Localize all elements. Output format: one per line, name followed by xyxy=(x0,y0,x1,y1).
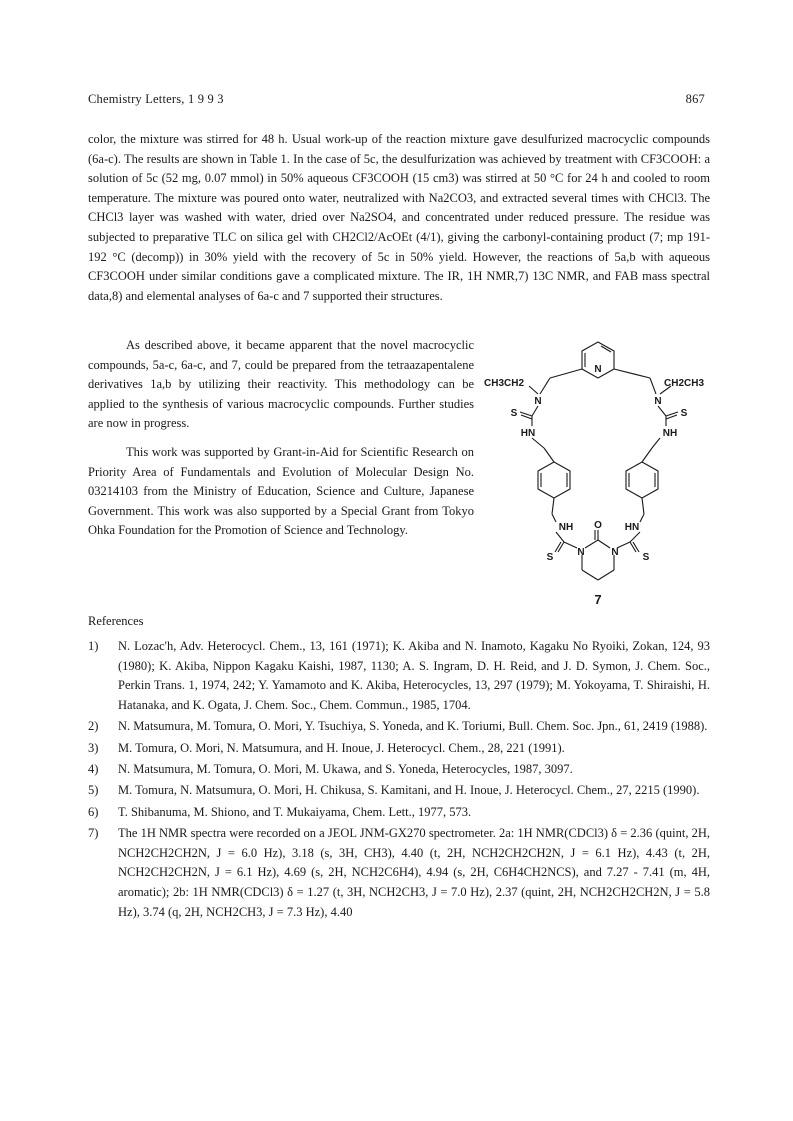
reference-number: 6) xyxy=(88,804,99,819)
reference-item xyxy=(88,803,710,823)
structure-drawing xyxy=(474,334,722,612)
reference-number: 1) xyxy=(88,639,99,653)
label-nh-upper-left: HN xyxy=(520,428,536,439)
atom-o-carbonyl: O xyxy=(594,520,602,531)
references-heading: References xyxy=(88,614,144,628)
label-ethyl-left: CH3CH2 xyxy=(484,378,525,389)
reference-item xyxy=(88,637,710,715)
references-list xyxy=(88,637,710,924)
atom-s-upper-left: S xyxy=(510,408,518,419)
reference-item xyxy=(88,781,710,801)
atom-s-lower-left: S xyxy=(546,552,554,563)
reference-text: N. Lozac'h, Adv. Heterocycl. Chem., 13, 161 (1971); K. Akiba and N. Inamoto, Kagaku No Ryoiki, Zokan, 124, 93 (1980); K. Akiba, Nippon Kagaku Kaishi, 1987, 1130; A. S. Ingram, D. H. Reid, and J. D. Symon, J. Chem. Soc., Perkin Trans. 1, 1974, 242; Y. Yamamoto and K. Akiba, Heterocycles, 13, 297 (1979); M. Yokoyama, T. Shiraishi, H. Hatanaka, and K. Ogata, J. Chem. Soc., Chem. Commun., 1985, 1704. xyxy=(118,639,710,712)
reference-number: 2) xyxy=(88,719,99,734)
atom-s-lower-right: S xyxy=(642,552,650,563)
page-number: 867 xyxy=(685,92,705,106)
reference-text: N. Matsumura, M. Tomura, O. Mori, Y. Tsuchiya, S. Yoneda, and K. Toriumi, Bull. Chem. Soc. Jpn., 61, 2419 (1988). xyxy=(118,719,708,734)
acknowledgement-paragraph: This work was supported by Grant-in-Aid for Scientific Research on Priority Area of Fundamentals and Evolution of Molecular Design No. 03214103 from the Ministry of Education, Science and Culture, Japanese Government. This work was also supported by a Special Grant from Tokyo Ohka Foundation for the Promotion of Science and Technology. xyxy=(88,445,474,538)
reference-number: 3) xyxy=(88,740,99,755)
atom-n-ring-left: N xyxy=(577,547,585,558)
benzene-right xyxy=(626,462,658,498)
chemical-structure-7 xyxy=(474,334,722,612)
atom-n-left: N xyxy=(534,396,542,407)
body-paragraph-1: color, the mixture was stirred for 48 h. Usual work-up of the reaction mixture gave desulfurized macrocyclic compounds (6a-c). The results are shown in Table 1. In the case of 5c, the desulfurization was achieved by treatment with CF3COOH: a solution of 5c (52 mg, 0.07 mmol) in 50% aqueous CF3COOH (15 cm3) was stirred at 50 °C for 24 h and cooled to room temperature. The mixture was poured onto water, neutralized with Na2CO3, and extracted several times with CHCl3. The CHCl3 layer was washed with water, dried over Na2SO4, and concentrated under reduced pressure. The residue was subjected to preparative TLC on silica gel with CH2Cl2/AcOEt (4/1), giving the carbonyl-containing product (7; mp 191-192 °C (decomp)) in 30% yield with the recovery of 5c in 50% yield. However, the reactions of 5a,b with aqueous CF3COOH under similar conditions gave a complicated mixture. The IR, 1H NMR,7) 13C NMR, and FAB mass spectral data,8) and elemental analyses of 6a-c and 7 supported their structures. xyxy=(88,132,710,303)
label-ethyl-right: CH2CH3 xyxy=(664,378,705,389)
reference-text: The 1H NMR spectra were recorded on a JEOL JNM-GX270 spectrometer. 2a: 1H NMR(CDCl3) δ = 2.36 (quint, 2H, NCH2CH2CH2N, J = 6.0 Hz), 3.18 (s, 3H, CH3), 4.40 (t, 2H, NCH2CH2CH2N, J = 6.1 Hz), 4.43 (t, 2H, NCH2CH2CH2N, J = 6.1 Hz), 4.69 (s, 2H, NCH2C6H4), 4.94 (s, 2H, C6H4CH2NCS), and 7.27 - 7.41 (m, 4H, aromatic); 2b: 1H NMR(CDCl3) δ = 1.27 (t, 3H, NCH2CH3, J = 7.0 Hz), 2.37 (quint, 2H, NCH2CH2CH2N, J = 5.8 Hz), 3.74 (q, 2H, NCH2CH3, J = 7.3 Hz), 4.40 xyxy=(118,826,710,919)
benzene-left xyxy=(538,462,570,498)
body-paragraph-2: As described above, it became apparent that the novel macrocyclic compounds, 5a-c, 6a-c, and 7, could be prepared from the tetraazapentalene derivatives 1a,b by utilizing their reactivity. This methodology can be applied to the synthesis of various macrocyclic compounds. Further studies are now in progress. xyxy=(88,338,474,431)
reference-item xyxy=(88,824,710,922)
reference-item xyxy=(88,739,710,759)
reference-number: 5) xyxy=(88,783,99,798)
compound-number-label: 7 xyxy=(594,592,602,607)
reference-item xyxy=(88,760,710,780)
reference-number: 7) xyxy=(88,826,99,841)
journal-citation: Chemistry Letters, 1 9 9 3 xyxy=(88,92,224,106)
label-nh-lower-left: NH xyxy=(558,522,574,533)
atom-n-ring-right: N xyxy=(611,547,619,558)
reference-text: M. Tomura, N. Matsumura, O. Mori, H. Chikusa, S. Kamitani, and H. Inoue, J. Heterocycl. Chem., 27, 2215 (1990). xyxy=(118,783,700,798)
label-nh-upper-right: NH xyxy=(662,428,678,439)
reference-number: 4) xyxy=(88,761,99,776)
atom-s-upper-right: S xyxy=(680,408,688,419)
reference-text: N. Matsumura, M. Tomura, O. Mori, M. Ukawa, and S. Yoneda, Heterocycles, 1987, 3097. xyxy=(118,761,573,776)
reference-text: T. Shibanuma, M. Shiono, and T. Mukaiyama, Chem. Lett., 1977, 573. xyxy=(118,804,472,819)
label-nh-lower-right: HN xyxy=(624,522,640,533)
atom-n-right: N xyxy=(654,396,662,407)
reference-item xyxy=(88,717,710,737)
reference-text: M. Tomura, O. Mori, N. Matsumura, and H. Inoue, J. Heterocycl. Chem., 28, 221 (1991). xyxy=(118,740,565,755)
atom-n-pyridine: N xyxy=(594,364,602,375)
running-head xyxy=(88,92,705,112)
